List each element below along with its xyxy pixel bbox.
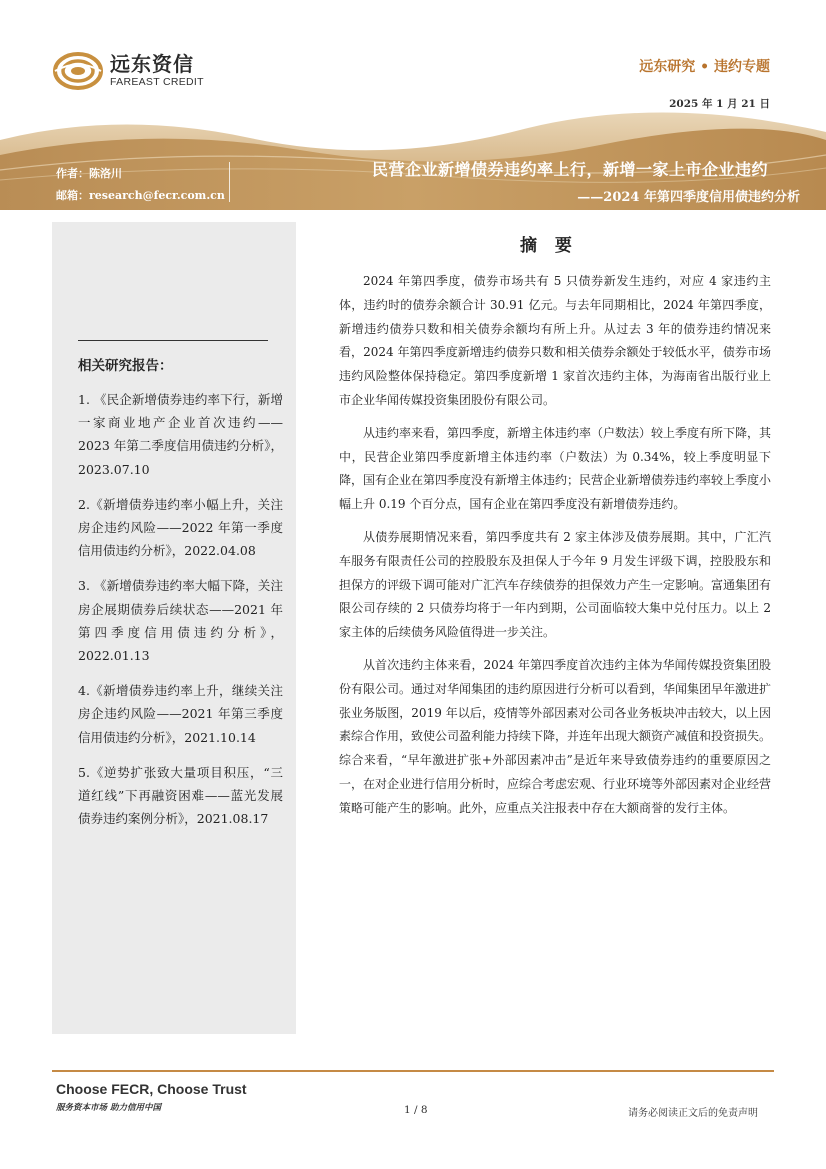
report-subtitle: ——2024 年第四季度信用债违约分析 — [577, 190, 800, 205]
logo-chinese-name: 远东资信 — [110, 52, 194, 76]
company-logo — [52, 48, 212, 94]
summary-body — [339, 270, 771, 830]
footer-slogan: Choose FECR, Choose Trust — [56, 1081, 247, 1097]
summary-paragraph: 从债券展期情况来看，第四季度共有 2 家主体涉及债券展期。其中，广汇汽车服务有限责任公司的控股股东及担保人于今年 9 月发生评级下调，控股股东和担保方的评级下调可能对广汇汽车存续债券的担保效力产生一定影响。富通集团有限公司存续的 2 只债券均将于一年内到期，公司面临较大集中兑付压力。以上 2 家主体的后续债务风险值得进一步关注。 — [339, 529, 772, 640]
footer-motto: 服务资本市场 助力信用中国 — [56, 1103, 161, 1113]
author-email[interactable]: research@fecr.com.cn — [89, 189, 225, 202]
related-reports-title: 相关研究报告： — [78, 358, 173, 374]
logo-english-name: FAREAST CREDIT — [110, 76, 204, 88]
related-report-item[interactable]: 4.《新增债券违约率上升，继续关注房企违约风险——2021 年第三季度信用债违约分析》，2021.10.14 — [78, 683, 283, 745]
related-report-item[interactable]: 3. 《新增债券违约率大幅下降，关注房企展期债券后续状态——2021 年第四季度信用债违约分析》，2022.01.13 — [78, 578, 283, 664]
footer-divider — [52, 1070, 774, 1072]
summary-paragraph: 从首次违约主体来看，2024 年第四季度首次违约主体为华闻传媒投资集团股份有限公司。通过对华闻集团的违约原因进行分析可以看到，华闻集团早年激进扩张业务版图，2019 年以后，疫情等外部因素对公司各业务板块冲击较大，以上因素综合作用，致使公司盈利能力持续下降，并连年出现大额资产减值和投资损失。综合来看，“早年激进扩张+外部因素冲击”是近年来导致债券违约的重要原因之一，在对企业进行信用分析时，应综合考虑宏观、行业环境等外部因素对企业经营策略可能产生的影响。此外，应重点关注报表中存在大额商誉的发行主体。 — [339, 657, 772, 815]
summary-heading: 摘 要 — [520, 236, 578, 256]
author-info — [56, 163, 225, 207]
page-number: 1 / 8 — [404, 1104, 428, 1116]
author-name: 陈洛川 — [89, 167, 122, 180]
report-series: 远东研究 • 违约专题 — [639, 59, 770, 75]
fareast-logo-icon — [52, 48, 104, 94]
related-report-item[interactable]: 5.《逆势扩张致大量项目积压，“三道红线”下再融资困难——蓝光发展债券违约案例分析》，2021.08.17 — [78, 764, 283, 827]
related-report-item[interactable]: 1. 《民企新增债券违约率下行，新增一家商业地产企业首次违约——2023 年第二季度信用债违约分析》，2023.07.10 — [78, 392, 283, 477]
banner-divider — [229, 162, 230, 202]
related-report-item[interactable]: 2.《新增债券违约率小幅上升，关注房企违约风险——2022 年第一季度信用债违约分析》，2022.04.08 — [78, 496, 283, 559]
email-label: 邮箱： — [56, 189, 89, 202]
sidebar-divider — [78, 340, 268, 341]
summary-paragraph: 2024 年第四季度，债券市场共有 5 只债券新发生违约，对应 4 家违约主体，违约时的债券余额合计 30.91 亿元。与去年同期相比，2024 年第四季度，新增违约债券只数和相关债券余额均有所上升。从过去 3 年的债券违约情况来看，2024 年第四季度新增违约债券只数和相关债券余额处于较低水平，债券市场违约风险整体保持稳定。第四季度新增 1 家首次违约主体，为海南省出版行业上市企业华闻传媒投资集团股份有限公司。 — [339, 274, 771, 407]
summary-paragraph: 从违约率来看，第四季度，新增主体违约率（户数法）较上季度有所下降，其中，民营企业第四季度新增主体违约率（户数法）为 0.34%，较上季度明显下降，国有企业在第四季度没有新增主体违约；民营企业新增债券违约率较上季度小幅上升 0.19 个百分点，国有企业在第四季度没有新增债券违约。 — [339, 425, 772, 512]
related-reports-list — [78, 388, 283, 842]
author-label: 作者： — [56, 167, 89, 180]
footer-disclaimer: 请务必阅读正文后的免责声明 — [628, 1108, 758, 1119]
report-date: 2025 年 1 月 21 日 — [669, 98, 770, 110]
report-title: 民营企业新增债券违约率上行，新增一家上市企业违约 — [371, 160, 768, 179]
